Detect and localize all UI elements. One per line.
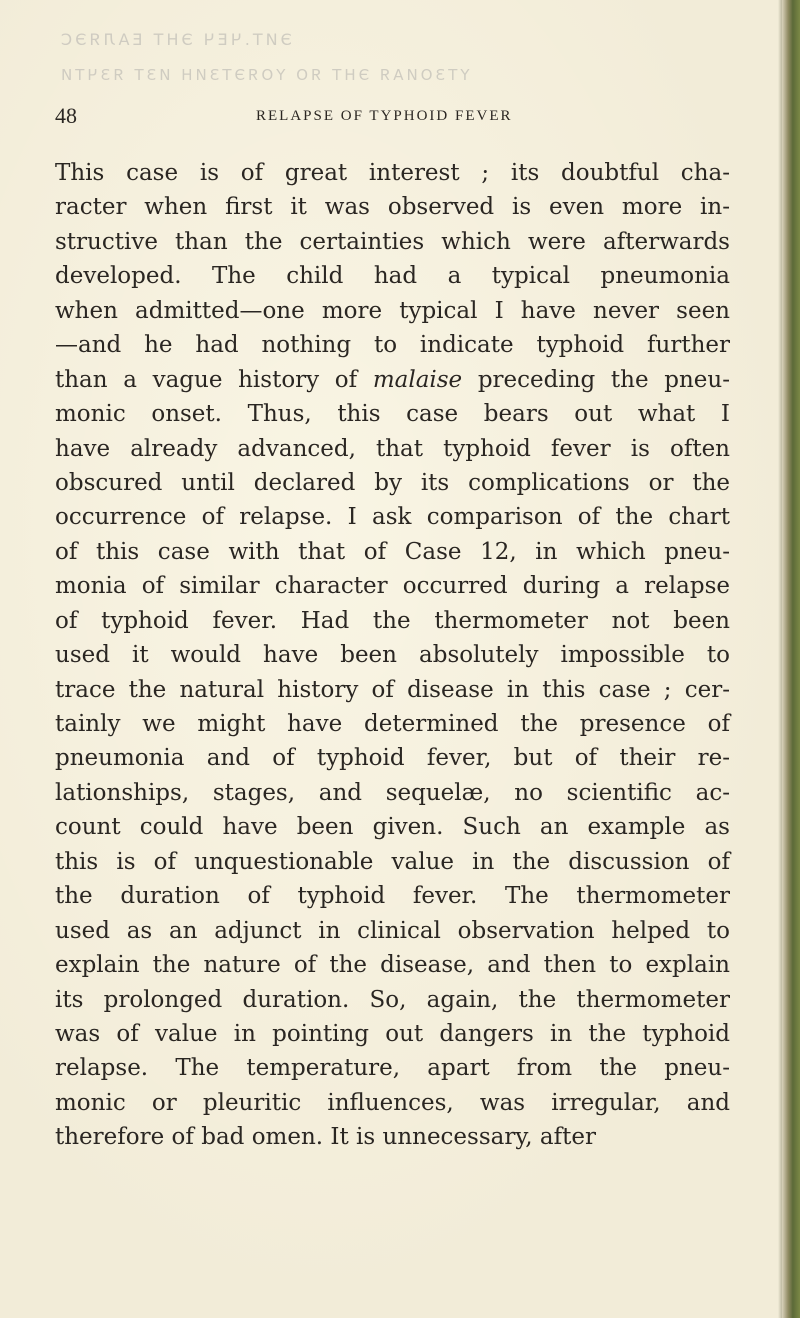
page-number: 48 bbox=[55, 103, 77, 128]
text-line: therefore of bad omen. It is unnecessary, after bbox=[55, 1124, 596, 1151]
text-line: monia of similar character occurred during a relapse bbox=[55, 573, 730, 600]
text-line: trace the natural history of disease in this case ; cer- bbox=[55, 676, 730, 703]
text-line: relapse. The temperature, apart from the pneu- bbox=[55, 1055, 730, 1082]
text-line: count could have been given. Such an example as bbox=[55, 814, 730, 841]
text-line: monic onset. Thus, this case bears out what I bbox=[55, 401, 730, 428]
body-text bbox=[55, 156, 730, 1155]
text-line: —and he had nothing to indicate typhoid further bbox=[55, 332, 730, 359]
bleed-through-line: ҮТЗОИАЯ ЭНТ ЯО ҮОЯЭТЗИН ИЗТ ЯЗЧТИ bbox=[58, 66, 470, 84]
text-line: monic or pleuritic influences, was irregular, and bbox=[55, 1089, 730, 1116]
running-head: RELAPSE OF TYPHOID FEVER bbox=[256, 108, 513, 124]
text-line: when admitted—one more typical I have never seen bbox=[55, 297, 730, 324]
text-line: tainly we might have determined the presence of bbox=[55, 711, 730, 737]
italic-term: malaise bbox=[372, 366, 463, 393]
text-line: lationships, stages, and sequelæ, no scientific ac- bbox=[55, 779, 730, 806]
text-line: structive than the certainties which were afterwards bbox=[55, 228, 730, 255]
text-line: of typhoid fever. Had the thermometer not been bbox=[55, 607, 730, 634]
text-line: was of value in pointing out dangers in the typhoid bbox=[55, 1020, 730, 1047]
text-line: This case is of great interest ; its doubtful cha- bbox=[55, 160, 730, 186]
text-line: this is of unquestionable value in the discussion of bbox=[55, 848, 730, 875]
text-line: used as an adjunct in clinical observation helped to bbox=[55, 917, 730, 944]
text-line: used it would have been absolutely impossible to bbox=[55, 642, 730, 669]
text-line: of this case with that of Case 12, in which pneu- bbox=[55, 538, 730, 565]
text-line: than a vague history of malaise preceding the pneu- bbox=[55, 366, 730, 393]
text-line: the duration of typhoid fever. The thermometer bbox=[55, 883, 730, 910]
text-line: pneumonia and of typhoid fever, but of their re- bbox=[55, 745, 730, 772]
text-line: developed. The child had a typical pneumonia bbox=[55, 263, 730, 290]
text-line: obscured until declared by its complications or the bbox=[55, 469, 730, 496]
text-line: have already advanced, that typhoid fever is often bbox=[55, 435, 730, 462]
text-line: its prolonged duration. So, again, the thermometer bbox=[55, 986, 730, 1013]
bleed-through-line: ЭИТ.ЧЕЧ ЭНТ ЕАЛЯЭС bbox=[58, 30, 292, 49]
text-line: explain the nature of the disease, and then to explain bbox=[55, 952, 730, 979]
text-line: occurrence of relapse. I ask comparison of the chart bbox=[55, 504, 730, 531]
page-edge-binding bbox=[782, 0, 800, 1318]
text-line: racter when first it was observed is even more in- bbox=[55, 194, 730, 221]
